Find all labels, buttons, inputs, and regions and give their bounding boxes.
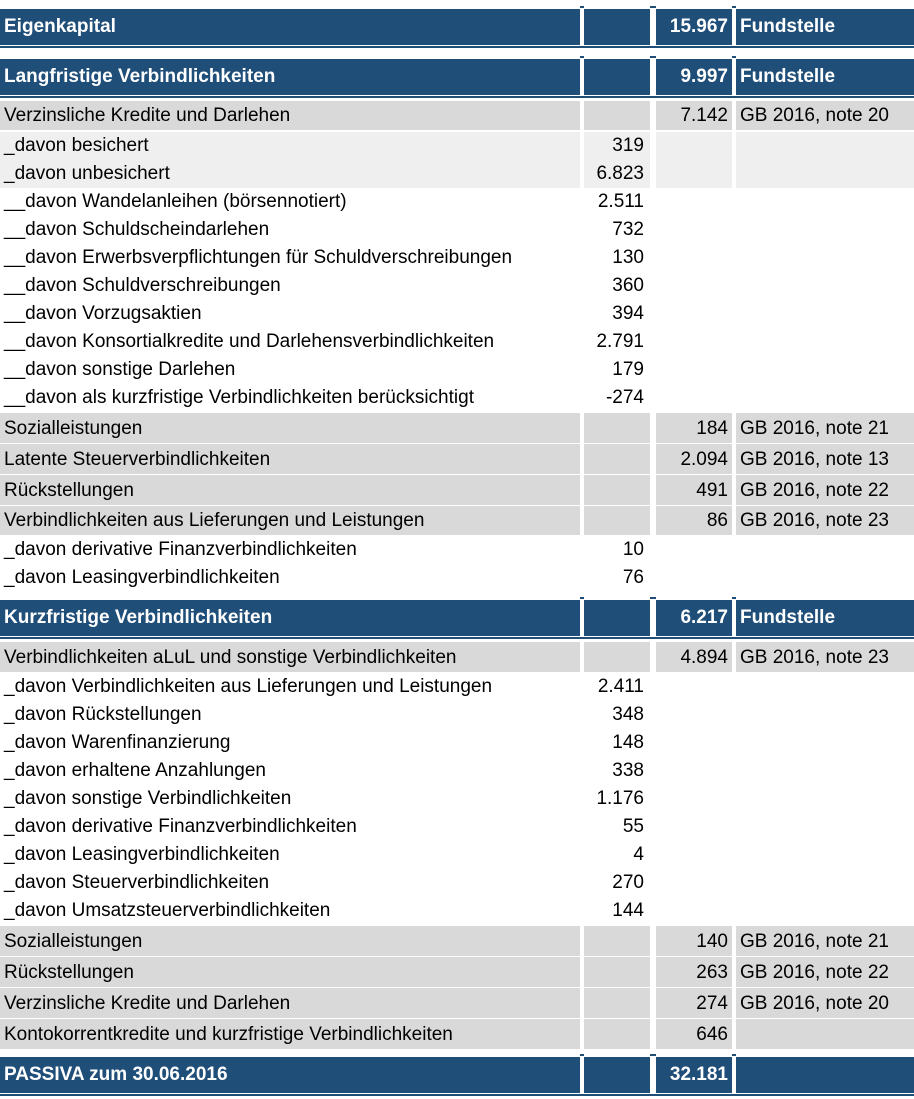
sub-value: 10 [584,536,650,564]
detail-row [0,841,914,869]
reference-cell [736,869,914,897]
row-label: Verbindlichkeiten aLuL und sonstige Verbindlichkeiten [0,642,580,673]
sub-value [584,597,650,639]
row-label: Sozialleistungen [0,413,580,444]
detail-row [0,328,914,356]
sub-value [584,56,650,98]
detail-row [0,813,914,841]
row-label: _davon sonstige Verbindlichkeiten [0,785,580,813]
reference-cell: GB 2016, note 22 [736,475,914,506]
summary-row [0,1019,914,1050]
row-label: _davon Verbindlichkeiten aus Lieferungen und Leistungen [0,673,580,701]
sub-value [584,101,650,131]
sub-value [584,957,650,988]
total-value [656,216,732,244]
total-value: 15.967 [656,6,732,48]
reference-cell [736,564,914,592]
section-header-row [0,597,914,639]
reference-cell [736,1019,914,1050]
detail-row [0,701,914,729]
total-value: 32.181 [656,1054,732,1096]
row-label: __davon Schuldscheindarlehen [0,216,580,244]
total-value: 4.894 [656,642,732,673]
reference-cell: GB 2016, note 22 [736,957,914,988]
total-value [656,701,732,729]
total-value [656,244,732,272]
reference-cell [736,701,914,729]
sub-value [584,506,650,536]
detail-row [0,729,914,757]
reference-cell: Fundstelle [736,597,914,639]
row-label: Verbindlichkeiten aus Lieferungen und Leistungen [0,506,580,536]
row-label: _davon besichert [0,132,580,160]
total-value [656,132,732,160]
row-label: _davon Rückstellungen [0,701,580,729]
sub-value: 732 [584,216,650,244]
total-value [656,536,732,564]
row-label: Verzinsliche Kredite und Darlehen [0,101,580,131]
sub-value [584,6,650,48]
reference-cell: Fundstelle [736,6,914,48]
total-value [656,757,732,785]
sub-value [584,988,650,1019]
detail-row [0,300,914,328]
reference-cell [736,897,914,925]
sub-value: 348 [584,701,650,729]
total-value: 9.997 [656,56,732,98]
detail-row [0,897,914,925]
summary-row [0,642,914,673]
total-value: 140 [656,926,732,957]
row-label: _davon erhaltene Anzahlungen [0,757,580,785]
total-value: 491 [656,475,732,506]
row-label: _davon Leasingverbindlichkeiten [0,564,580,592]
total-value [656,188,732,216]
sub-value: 148 [584,729,650,757]
total-value: 184 [656,413,732,444]
row-label: __davon Erwerbsverpflichtungen für Schuldverschreibungen [0,244,580,272]
reference-cell: GB 2016, note 13 [736,444,914,475]
total-value [656,673,732,701]
detail-row [0,188,914,216]
reference-cell [736,188,914,216]
reference-cell [736,160,914,188]
detail-row [0,536,914,564]
sub-value: 1.176 [584,785,650,813]
detail-row [0,384,914,412]
sub-value [584,413,650,444]
total-value: 274 [656,988,732,1019]
sub-value: 360 [584,272,650,300]
reference-cell [736,785,914,813]
section-header-row [0,56,914,98]
reference-cell [736,356,914,384]
row-label: _davon Umsatzsteuerverbindlichkeiten [0,897,580,925]
total-value [656,813,732,841]
summary-row [0,444,914,475]
detail-row [0,356,914,384]
sub-value [584,926,650,957]
reference-cell [736,841,914,869]
reference-cell: GB 2016, note 20 [736,101,914,131]
total-value [656,384,732,412]
summary-row [0,101,914,131]
reference-cell: GB 2016, note 23 [736,642,914,673]
total-value [656,785,732,813]
total-value [656,869,732,897]
sub-value: -274 [584,384,650,412]
sub-value: 4 [584,841,650,869]
row-label: __davon Vorzugsaktien [0,300,580,328]
reference-cell: GB 2016, note 21 [736,413,914,444]
row-label: Kontokorrentkredite und kurzfristige Verbindlichkeiten [0,1019,580,1050]
summary-row [0,957,914,988]
row-label: Langfristige Verbindlichkeiten [0,56,580,98]
detail-row [0,564,914,592]
row-label: _davon Steuerverbindlichkeiten [0,869,580,897]
detail-row [0,869,914,897]
detail-row [0,216,914,244]
total-value: 263 [656,957,732,988]
total-value: 7.142 [656,101,732,131]
row-label: Latente Steuerverbindlichkeiten [0,444,580,475]
section-header-row [0,1054,914,1096]
sub-value: 319 [584,132,650,160]
summary-row [0,988,914,1019]
row-label: Rückstellungen [0,957,580,988]
reference-cell [736,757,914,785]
reference-cell: GB 2016, note 21 [736,926,914,957]
row-label: __davon Konsortialkredite und Darlehensverbindlichkeiten [0,328,580,356]
total-value [656,356,732,384]
row-label: _davon derivative Finanzverbindlichkeiten [0,536,580,564]
sub-value [584,642,650,673]
sub-value: 2.791 [584,328,650,356]
row-label: Eigenkapital [0,6,580,48]
total-value [656,729,732,757]
detail-row [0,785,914,813]
total-value: 2.094 [656,444,732,475]
sub-value [584,444,650,475]
row-label: __davon Schuldverschreibungen [0,272,580,300]
summary-row [0,926,914,957]
row-label: Rückstellungen [0,475,580,506]
reference-cell [736,813,914,841]
section-header-row [0,6,914,48]
detail-row [0,132,914,160]
detail-row [0,757,914,785]
total-value [656,328,732,356]
total-value [656,272,732,300]
sub-value [584,1054,650,1096]
reference-cell [736,244,914,272]
summary-row [0,413,914,444]
sub-value [584,475,650,506]
detail-row [0,272,914,300]
sub-value: 179 [584,356,650,384]
total-value [656,897,732,925]
detail-row [0,673,914,701]
reference-cell [736,132,914,160]
reference-cell [736,272,914,300]
reference-cell [736,384,914,412]
total-value [656,300,732,328]
sub-value: 2.411 [584,673,650,701]
row-label: Verzinsliche Kredite und Darlehen [0,988,580,1019]
total-value [656,160,732,188]
row-label: PASSIVA zum 30.06.2016 [0,1054,580,1096]
sub-value: 130 [584,244,650,272]
reference-cell: Fundstelle [736,56,914,98]
row-label: __davon sonstige Darlehen [0,356,580,384]
total-value: 646 [656,1019,732,1050]
sub-value: 144 [584,897,650,925]
row-label: _davon Leasingverbindlichkeiten [0,841,580,869]
reference-cell [736,729,914,757]
sub-value: 76 [584,564,650,592]
reference-cell [736,1054,914,1096]
row-label: _davon Warenfinanzierung [0,729,580,757]
detail-row [0,244,914,272]
sub-value: 2.511 [584,188,650,216]
reference-cell [736,216,914,244]
sub-value [584,1019,650,1050]
total-value [656,841,732,869]
sub-value: 55 [584,813,650,841]
sub-value: 6.823 [584,160,650,188]
summary-row [0,475,914,506]
total-value: 6.217 [656,597,732,639]
row-label: Sozialleistungen [0,926,580,957]
reference-cell [736,328,914,356]
reference-cell [736,536,914,564]
reference-cell: GB 2016, note 23 [736,506,914,536]
row-label: Kurzfristige Verbindlichkeiten [0,597,580,639]
detail-row [0,160,914,188]
row-label: __davon Wandelanleihen (börsennotiert) [0,188,580,216]
row-label: _davon derivative Finanzverbindlichkeiten [0,813,580,841]
reference-cell [736,300,914,328]
row-label: _davon unbesichert [0,160,580,188]
total-value [656,564,732,592]
row-label: __davon als kurzfristige Verbindlichkeiten berücksichtigt [0,384,580,412]
sub-value: 338 [584,757,650,785]
total-value: 86 [656,506,732,536]
reference-cell [736,673,914,701]
sub-value: 394 [584,300,650,328]
reference-cell: GB 2016, note 20 [736,988,914,1019]
sub-value: 270 [584,869,650,897]
summary-row [0,506,914,536]
